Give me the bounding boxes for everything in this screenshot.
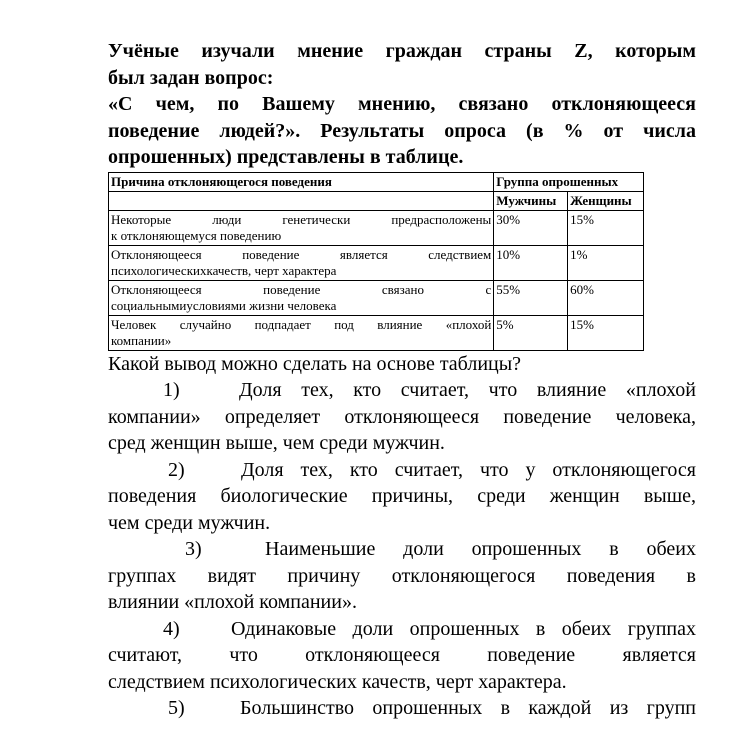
option-number: 2) — [168, 458, 185, 481]
row-reason — [109, 280, 494, 315]
row-reason-line: психологическихкачеств, черт характера — [111, 262, 337, 278]
option-line: компании» определяет отклоняющееся поведение человека, — [108, 405, 696, 428]
option-first-line — [108, 695, 696, 722]
option-number: 5) — [168, 697, 185, 719]
heading-line: Учёные изучали мнение граждан страны Z, которым — [108, 40, 696, 62]
option-5 — [108, 695, 696, 722]
option-line: влиянии «плохой компании». — [108, 591, 357, 613]
question-block — [108, 351, 696, 722]
option-number: 3) — [185, 538, 202, 560]
option-line: чем среди мужчин. — [108, 511, 271, 534]
option-number: 4) — [163, 617, 180, 640]
option-line: следствием психологических качеств, черт характера. — [108, 670, 567, 693]
table-header-row — [109, 172, 644, 191]
option-first-text: Наименьшие доли опрошенных в обеих — [265, 538, 696, 560]
heading-line: был задан вопрос: — [108, 66, 274, 89]
row-reason — [109, 315, 494, 350]
option-first-line — [108, 377, 696, 404]
option-first-line — [108, 536, 696, 563]
row-reason-line: Некоторые люди генетически предрасположены — [111, 211, 492, 227]
row-men-value: 5% — [494, 315, 568, 350]
survey-table — [108, 172, 644, 351]
option-first-text: Доля тех, кто считает, что у отклоняющегося — [241, 458, 696, 481]
row-reason — [109, 245, 494, 280]
row-women-value: 60% — [568, 280, 644, 315]
row-women-value: 1% — [568, 245, 644, 280]
heading-line: опрошенных) представлены в таблице. — [108, 146, 464, 168]
heading-line: поведение людей?». Результаты опроса (в % от числа — [108, 119, 696, 142]
option-first-text: Одинаковые доли опрошенных в обеих группах — [231, 617, 696, 640]
row-women-value: 15% — [568, 315, 644, 350]
row-reason-line: компании» — [111, 332, 172, 348]
header-group: Группа опрошенных — [494, 172, 644, 191]
row-reason-line: социальнымиусловиями жизни человека — [111, 297, 337, 313]
question-text: Какой вывод можно сделать на основе таблицы? — [108, 352, 522, 375]
header-men: Мужчины — [494, 191, 568, 210]
option-1 — [108, 377, 696, 457]
header-reason: Причина отклоняющегося поведения — [109, 172, 494, 191]
row-women-value: 15% — [568, 210, 644, 245]
table-row — [109, 245, 644, 280]
option-3 — [108, 536, 696, 616]
row-men-value: 30% — [494, 210, 568, 245]
option-first-line — [108, 616, 696, 643]
row-reason-line: Человек случайно подпадает под влияние «плохой — [111, 316, 492, 332]
option-4 — [108, 616, 696, 696]
document-page — [108, 38, 696, 722]
option-line: группах видят причину отклоняющегося поведения в — [108, 564, 696, 587]
row-reason-line: Отклоняющееся поведение связано с — [111, 281, 492, 297]
header-empty-cell — [109, 191, 494, 210]
option-line: считают, что отклоняющееся поведение является — [108, 644, 696, 666]
option-2 — [108, 457, 696, 537]
row-reason-line: Отклоняющееся поведение является следствием — [111, 246, 492, 262]
option-number: 1) — [163, 379, 180, 401]
task-heading — [108, 38, 696, 171]
row-reason-line: к отклоняющемуся поведению — [111, 227, 282, 243]
row-reason — [109, 210, 494, 245]
option-line: сред женщин выше, чем среди мужчин. — [108, 432, 445, 454]
heading-line: «С чем, по Вашему мнению, связано отклоняющееся — [108, 93, 696, 115]
option-first-line — [108, 457, 696, 484]
row-men-value: 55% — [494, 280, 568, 315]
option-first-text: Большинство опрошенных в каждой из групп — [240, 697, 696, 719]
table-row — [109, 315, 644, 350]
table-row — [109, 210, 644, 245]
table-subheader-row — [109, 191, 644, 210]
header-women: Женщины — [568, 191, 644, 210]
option-first-text: Доля тех, кто считает, что влияние «плохой — [239, 379, 696, 401]
option-line: поведения биологические причины, среди женщин выше, — [108, 485, 696, 507]
table-row — [109, 280, 644, 315]
row-men-value: 10% — [494, 245, 568, 280]
